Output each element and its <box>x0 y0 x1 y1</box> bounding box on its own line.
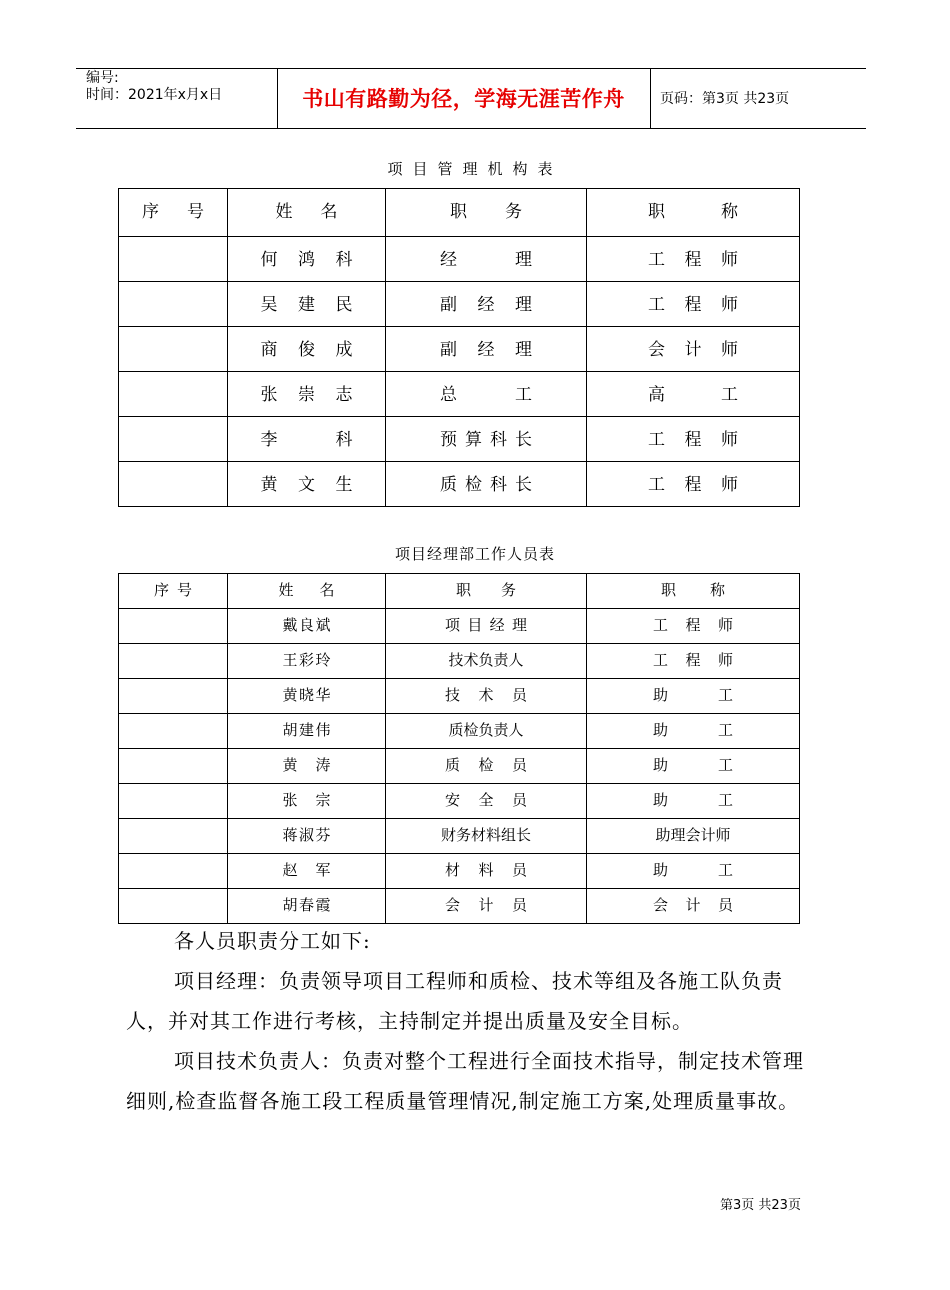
header-divider <box>650 68 651 128</box>
duties-intro <box>126 921 816 961</box>
table-cell <box>386 462 587 507</box>
title-cell: 工 程 师 <box>648 250 738 270</box>
title-cell: 助 工 <box>653 756 733 774</box>
table-cell <box>386 327 587 372</box>
table-cell <box>386 819 587 854</box>
header-page-label: 页码：第3页 共23页 <box>660 91 790 107</box>
management-table <box>118 188 800 507</box>
title-cell: 工 程 师 <box>648 295 738 315</box>
table-row <box>119 644 800 679</box>
table-cell <box>228 609 386 644</box>
table-cell <box>587 189 800 237</box>
table-cell <box>587 644 800 679</box>
table-cell <box>587 327 800 372</box>
table-row <box>119 819 800 854</box>
title-cell: 工 程 师 <box>653 651 733 669</box>
table-cell <box>587 784 800 819</box>
table-cell <box>228 819 386 854</box>
duty-cell: 安 全 员 <box>445 791 527 809</box>
title-cell: 工 程 师 <box>648 430 738 450</box>
table-cell <box>228 574 386 609</box>
table-cell <box>228 714 386 749</box>
table-cell <box>386 237 587 282</box>
paragraph-text: 项目技术负责人：负责对整个工程进行全面技术指导，制定技术管理细则,检查监督各施工段工程质量管理情况,制定施工方案,处理质量事故。 <box>126 1049 804 1113</box>
table-cell <box>228 854 386 889</box>
name-cell: 李 科 <box>260 430 353 450</box>
duty-cell: 技术负责人 <box>448 651 524 669</box>
table-cell <box>119 714 228 749</box>
column-header: 姓 名 <box>278 581 335 599</box>
table-cell <box>119 644 228 679</box>
name-cell: 黄 文 生 <box>260 475 353 495</box>
name-cell: 吴 建 民 <box>260 295 353 315</box>
table-cell <box>386 784 587 819</box>
table-cell <box>587 854 800 889</box>
duty-cell: 质检负责人 <box>448 721 524 739</box>
table-cell <box>228 189 386 237</box>
table-cell <box>228 462 386 507</box>
table-row <box>119 372 800 417</box>
table-cell <box>119 819 228 854</box>
name-cell: 张 宗 <box>282 791 331 809</box>
duty-cell: 预 算 科 长 <box>440 430 532 450</box>
table-row <box>119 462 800 507</box>
table-cell <box>587 889 800 924</box>
table-cell <box>228 749 386 784</box>
table-cell <box>386 189 587 237</box>
name-cell: 黄 晓 华 <box>282 686 331 704</box>
staff-table <box>118 573 800 924</box>
header-meta <box>86 70 222 104</box>
column-header: 职 称 <box>648 202 738 222</box>
duty-cell: 材 料 员 <box>445 861 527 879</box>
column-header: 姓 名 <box>275 202 338 222</box>
duty-cell: 质 检 员 <box>445 756 527 774</box>
table2-title: 项目经理部工作人员表 <box>394 545 555 563</box>
table-cell <box>228 327 386 372</box>
table-cell <box>386 417 587 462</box>
table-cell <box>119 282 228 327</box>
title-cell: 高 工 <box>648 385 738 405</box>
table-cell <box>386 609 587 644</box>
table-cell <box>386 574 587 609</box>
title-cell: 会 计 员 <box>653 896 733 914</box>
table-cell <box>587 372 800 417</box>
table-cell <box>587 282 800 327</box>
table-cell <box>119 372 228 417</box>
footer-page-number: 第3页 共23页 <box>720 1198 801 1213</box>
table-row <box>119 282 800 327</box>
table-cell <box>386 749 587 784</box>
name-cell: 戴 良 斌 <box>282 616 331 634</box>
name-cell: 蒋 淑 芬 <box>282 826 331 844</box>
table-cell <box>587 462 800 507</box>
name-cell: 胡 建 伟 <box>282 721 331 739</box>
table-cell <box>119 854 228 889</box>
table-cell <box>119 462 228 507</box>
column-header: 职 务 <box>456 581 516 599</box>
title-cell: 助 工 <box>653 861 733 879</box>
title-cell: 工 程 师 <box>653 616 733 634</box>
table-cell <box>119 609 228 644</box>
table-cell <box>386 854 587 889</box>
table-cell <box>386 644 587 679</box>
table-row <box>119 237 800 282</box>
name-cell: 张 崇 志 <box>260 385 353 405</box>
duty-cell: 副 经 理 <box>440 295 532 315</box>
table-cell <box>587 749 800 784</box>
name-cell: 商 俊 成 <box>260 340 353 360</box>
table-cell <box>119 237 228 282</box>
table-cell <box>119 327 228 372</box>
duty-cell: 技 术 员 <box>445 686 527 704</box>
header-bottom-rule <box>76 128 866 129</box>
time-label: 时间：2021年x月x日 <box>86 87 223 103</box>
column-header: 职 务 <box>450 202 522 222</box>
table-row <box>119 679 800 714</box>
table-cell <box>587 714 800 749</box>
duty-cell: 项 目 经 理 <box>445 616 527 634</box>
table-cell <box>228 237 386 282</box>
table-cell <box>228 679 386 714</box>
table-header-row <box>119 189 800 237</box>
table-cell <box>228 889 386 924</box>
table-cell <box>587 819 800 854</box>
paragraph-text: 各人员职责分工如下: <box>174 929 371 953</box>
table-cell <box>587 417 800 462</box>
table-row <box>119 854 800 889</box>
table-cell <box>587 679 800 714</box>
table1-title: 项目管理机构表 <box>387 160 563 178</box>
duty-paragraph-manager <box>126 961 816 1041</box>
name-cell: 赵 军 <box>282 861 331 879</box>
table-row <box>119 417 800 462</box>
column-header: 序 号 <box>154 581 192 599</box>
table-cell <box>119 784 228 819</box>
table-row <box>119 889 800 924</box>
header-motto: 书山有路勤为径，学海无涯苦作舟 <box>302 87 625 111</box>
title-cell: 助理会计师 <box>655 826 731 844</box>
table-cell <box>119 189 228 237</box>
duty-cell: 会 计 员 <box>445 896 527 914</box>
table-cell <box>587 609 800 644</box>
table-cell <box>228 372 386 417</box>
duty-cell: 经 理 <box>440 250 532 270</box>
column-header: 职 称 <box>661 581 725 599</box>
duty-cell: 副 经 理 <box>440 340 532 360</box>
table-cell <box>386 714 587 749</box>
table-cell <box>228 644 386 679</box>
column-header: 序 号 <box>142 202 204 222</box>
title-cell: 工 程 师 <box>648 475 738 495</box>
duty-cell: 总 工 <box>440 385 532 405</box>
name-cell: 王 彩 玲 <box>282 651 331 669</box>
duty-paragraph-technical <box>126 1041 816 1121</box>
table-cell <box>119 749 228 784</box>
table-cell <box>119 679 228 714</box>
table-cell <box>228 282 386 327</box>
table-row <box>119 749 800 784</box>
name-cell: 胡 春 霞 <box>282 896 331 914</box>
title-cell: 助 工 <box>653 686 733 704</box>
table-cell <box>386 372 587 417</box>
name-cell: 黄 涛 <box>282 756 331 774</box>
table-cell <box>386 282 587 327</box>
name-cell: 何 鸿 科 <box>260 250 353 270</box>
table-row <box>119 714 800 749</box>
table-row <box>119 327 800 372</box>
table-row <box>119 609 800 644</box>
table-header-row <box>119 574 800 609</box>
number-label: 编号: <box>86 70 119 86</box>
table-cell <box>386 679 587 714</box>
table-row <box>119 784 800 819</box>
title-cell: 助 工 <box>653 791 733 809</box>
duty-cell: 财务材料组长 <box>440 826 531 844</box>
table-cell <box>119 417 228 462</box>
table-cell <box>587 237 800 282</box>
table-cell <box>228 417 386 462</box>
paragraph-text: 项目经理：负责领导项目工程师和质检、技术等组及各施工队负责人，并对其工作进行考核，主持制定并提出质量及安全目标。 <box>126 969 783 1033</box>
title-cell: 会 计 师 <box>648 340 738 360</box>
table-cell <box>587 574 800 609</box>
table-cell <box>386 889 587 924</box>
title-cell: 助 工 <box>653 721 733 739</box>
table-cell <box>119 889 228 924</box>
duty-cell: 质 检 科 长 <box>440 475 532 495</box>
table-cell <box>228 784 386 819</box>
table-cell <box>119 574 228 609</box>
